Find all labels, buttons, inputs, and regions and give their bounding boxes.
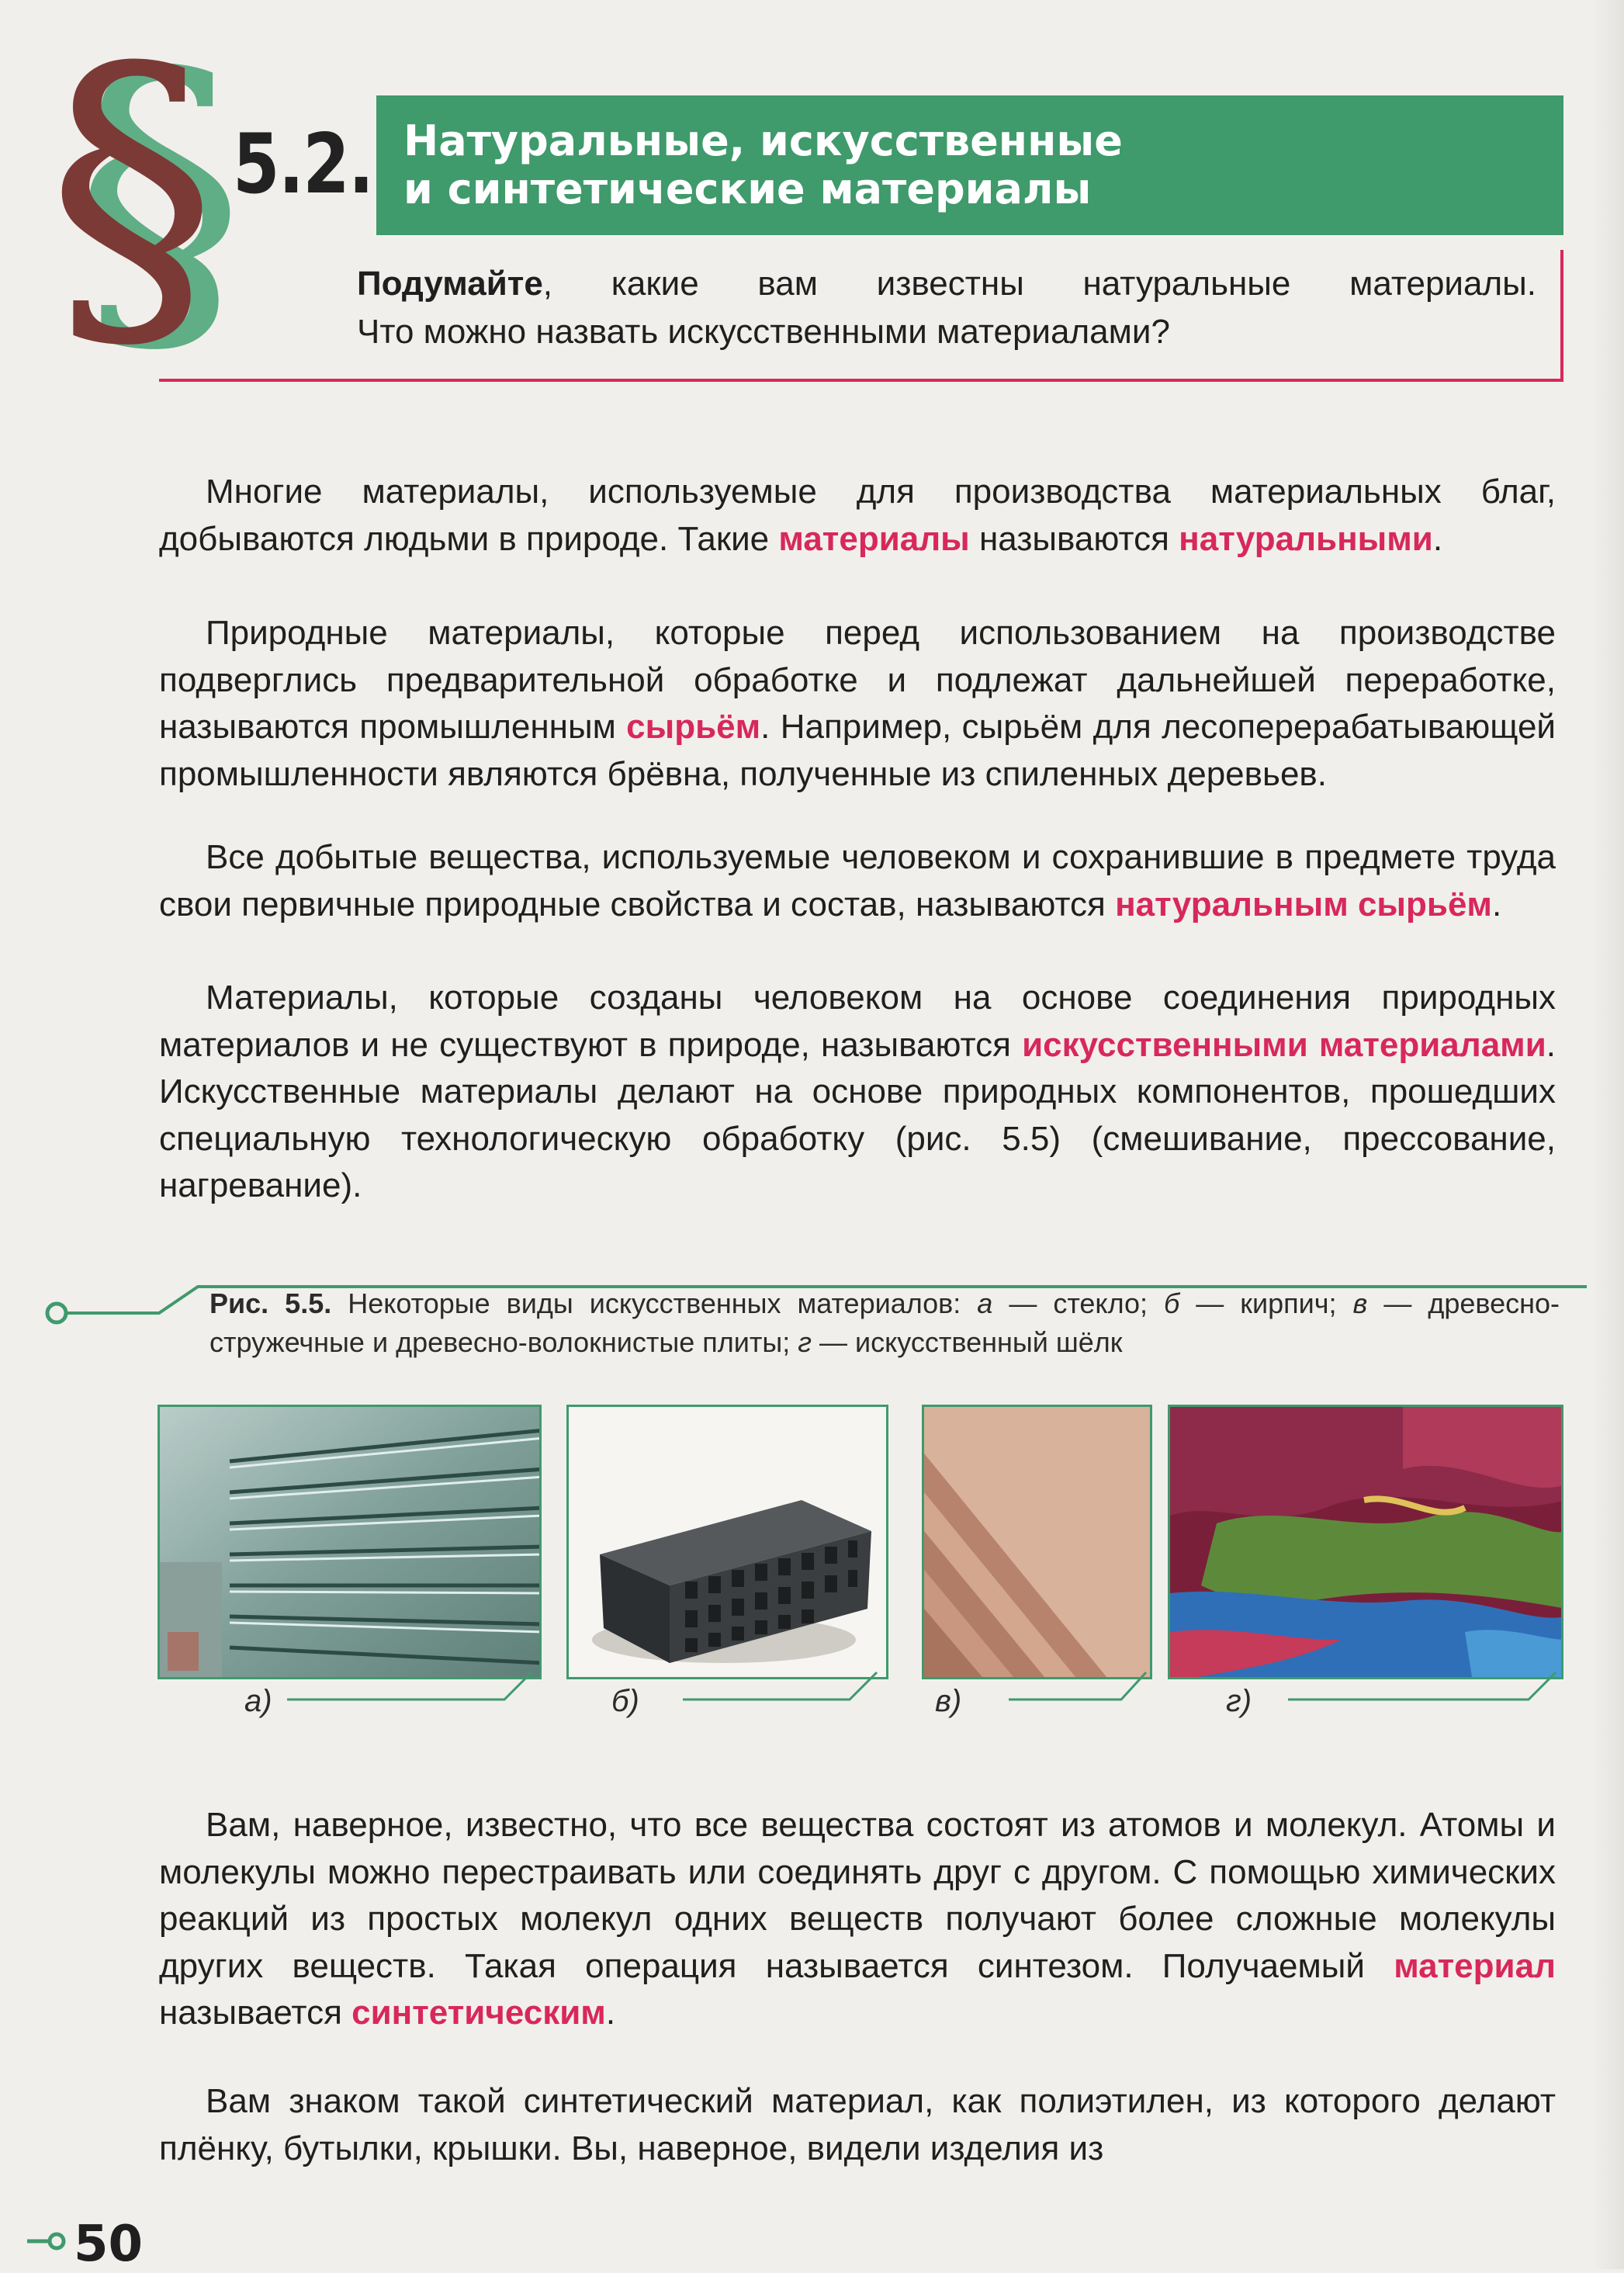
paragraph-natural-raw xyxy=(159,834,1556,928)
p1-term-materials: материалы xyxy=(778,519,970,558)
section-title-line2: и синтетические материалы xyxy=(403,165,1092,213)
caption-letter-g: г xyxy=(798,1326,812,1358)
page-number-marker xyxy=(27,2227,66,2255)
label-g: г) xyxy=(1226,1684,1252,1718)
caption-letter-a: а xyxy=(977,1287,993,1319)
label-line-g xyxy=(1265,1668,1560,1707)
think-lead-word: Подумайте xyxy=(357,265,543,303)
label-a: а) xyxy=(244,1684,272,1718)
page-edge-shadow xyxy=(1593,0,1624,2269)
p1-text-c: . xyxy=(1432,519,1443,558)
p1-text-a: Многие материалы, используемые для производства материальных благ, добываются людьми в природе. Такие xyxy=(159,473,1556,558)
p5-text-c: . xyxy=(605,1994,616,2032)
figure-caption xyxy=(209,1284,1560,1362)
p1-term-natural: натуральными xyxy=(1179,519,1433,558)
p4-text-b: . Искусственные материалы делают на основе природных компонентов, прошедших специальную технологическую обработку (рис. 5.5) (смешивание, прессование, нагревание). xyxy=(159,1025,1556,1204)
section-symbol: § xyxy=(47,0,217,393)
paragraph-artificial-materials xyxy=(159,975,1556,1210)
p2-text-b: . Например, сырьём для лесоперерабатывающей промышленности являются брёвна, полученные из спиленных деревьев. xyxy=(159,708,1556,793)
figure-caption-intro: Некоторые виды искусственных материалов: xyxy=(331,1287,978,1319)
section-title-banner xyxy=(376,95,1563,235)
caption-text-g: — искусственный шёлк xyxy=(812,1326,1123,1358)
p6-text: Вам знаком такой синтетический материал, как полиэтилен, из которого делают плёнку, бутылки, крышки. Вы, наверное, видели изделия из xyxy=(159,2082,1556,2167)
p5-text-b: называется xyxy=(159,1994,352,2032)
p3-text-b: . xyxy=(1491,885,1502,923)
caption-letter-b: б xyxy=(1164,1287,1180,1319)
paragraph-polyethylene xyxy=(159,2078,1556,2172)
photo-silk xyxy=(1168,1405,1563,1679)
caption-letter-v: в xyxy=(1352,1287,1368,1319)
label-line-b xyxy=(648,1668,881,1707)
think-line1-rest: , какие вам известны натуральные материалы. xyxy=(542,265,1536,303)
p2-term-raw: сырьём xyxy=(626,708,761,746)
figure-caption-label: Рис. 5.5. xyxy=(209,1287,332,1319)
page-number: 50 xyxy=(74,2216,144,2273)
paragraph-natural-materials xyxy=(159,469,1556,563)
caption-text-b: — кирпич; xyxy=(1179,1287,1353,1319)
think-question-line1 xyxy=(357,260,1536,308)
caption-text-v: — древесно-стружечные и древесно-волокнистые плиты; xyxy=(209,1287,1560,1358)
p3-text-a: Все добытые вещества, используемые человеком и сохранившие в предмете труда свои первичные природные свойства и состав, называются xyxy=(159,838,1556,923)
p1-text-b: называются xyxy=(969,519,1179,558)
p4-term-artificial: искусственными материалами xyxy=(1022,1025,1546,1064)
paragraph-raw-materials xyxy=(159,610,1556,798)
p5-term-synthetic: синтетическим xyxy=(351,1994,606,2032)
label-line-v xyxy=(974,1668,1148,1707)
section-number: 5.2. xyxy=(233,116,373,212)
section-title-line1: Натуральные, искусственные xyxy=(403,116,1123,165)
p5-term-material: материал xyxy=(1394,1946,1556,1985)
p3-term-natural-raw: натуральным сырьём xyxy=(1115,885,1492,923)
label-b: б) xyxy=(611,1684,639,1718)
p2-text-a: Природные материалы, которые перед использованием на производстве подверглись предварительной обработке и подлежат дальнейшей переработке, называются промышленным xyxy=(159,614,1556,746)
think-question-line2: Что можно назвать искусственными материалами? xyxy=(357,313,1170,351)
p5-text-a: Вам, наверное, известно, что все вещества состоят из атомов и молекул. Атомы и молекулы можно перестраивать или соединять друг с другом. С помощью химических реакций из простых молекул одних веществ получают более сложные молекулы других веществ. Такая операция называется синтезом. Получаемый xyxy=(159,1806,1556,1985)
paragraph-synthetic-materials xyxy=(159,1802,1556,2037)
p4-text-a: Материалы, которые созданы человеком на основе соединения природных материалов и не существуют в природе, называются xyxy=(159,979,1556,1064)
label-line-a xyxy=(241,1668,535,1707)
caption-text-a: — стекло; xyxy=(992,1287,1165,1319)
photo-boards xyxy=(922,1405,1152,1679)
label-v: в) xyxy=(935,1684,962,1718)
photo-brick xyxy=(566,1405,888,1679)
photo-glass xyxy=(158,1405,542,1679)
